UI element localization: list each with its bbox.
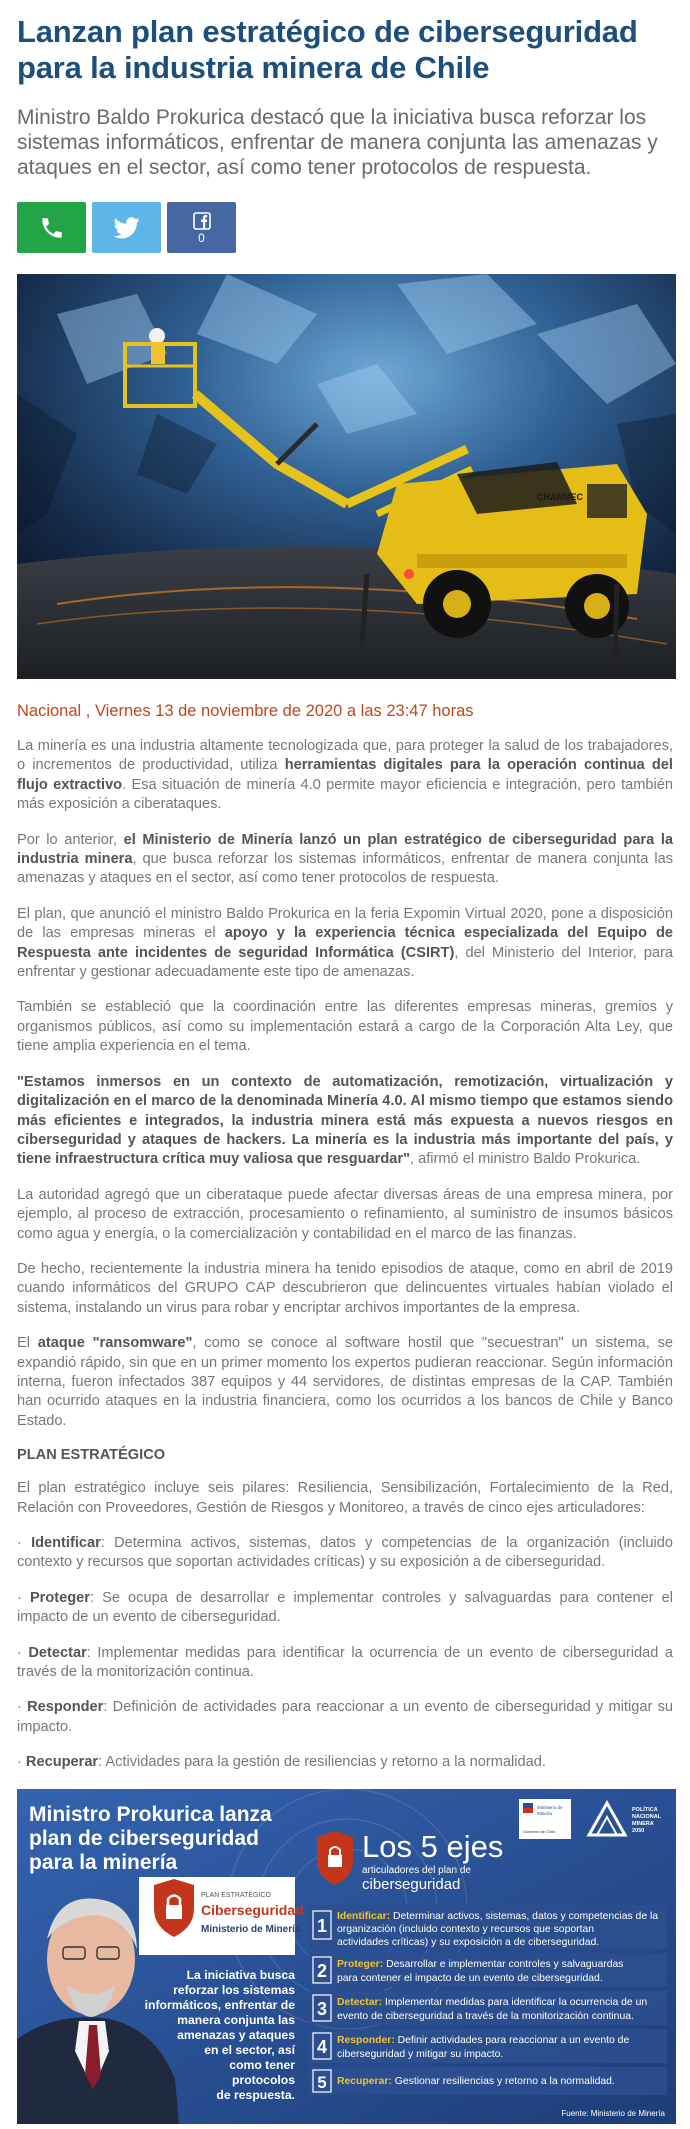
infographic-cybersecurity-plan	[17, 1789, 676, 2124]
svg-text:Responder: Definir actividades: Responder: Definir actividades para reaccionar a un evento de	[337, 2034, 630, 2046]
svg-text:Minería: Minería	[537, 1810, 553, 1816]
article-body	[17, 737, 673, 1773]
list-item-detectar: · Detectar: Implementar medidas para identificar la ocurrencia de un evento de ciberseguridad a través de la monitorización continua.	[17, 1644, 673, 1681]
svg-text:Identificar: Determinar activo: Identificar: Determinar activos, sistemas, datos y competencias de la	[337, 1910, 659, 1922]
infographic-headline-3: para la minería	[29, 1850, 178, 1874]
infographic-headline-2: plan de ciberseguridad	[29, 1826, 259, 1850]
svg-text:Detectar: Implementar medidas: Detectar: Implementar medidas para identificar la ocurrencia de un	[337, 1996, 648, 2008]
facebook-icon	[193, 212, 211, 230]
svg-text:MINERA: MINERA	[632, 1820, 654, 1827]
svg-text:informáticos, enfrentar de: informáticos, enfrentar de	[144, 1997, 295, 2012]
svg-text:2: 2	[316, 1960, 328, 1981]
svg-text:para contener el impacto de un: para contener el impacto de un evento de ciberseguridad.	[337, 1972, 603, 1984]
phone-icon	[39, 215, 65, 241]
eje-1	[309, 1905, 667, 1949]
eje-3	[309, 1991, 667, 2025]
svg-text:1: 1	[316, 1915, 328, 1936]
svg-text:como tener: como tener	[229, 2057, 295, 2072]
svg-text:actividades críticas) y su exp: actividades críticas) y su exposición a de ciberseguridad.	[337, 1936, 600, 1948]
svg-text:ciberseguridad y mitigar su im: ciberseguridad y mitigar su impacto.	[337, 2048, 504, 2060]
twitter-icon	[114, 217, 140, 239]
svg-text:Proteger: Desarrollar e implem: Proteger: Desarrollar e implementar controles y salvaguardas	[337, 1958, 624, 1970]
twitter-share-button[interactable]	[92, 202, 161, 253]
paragraph-9: El plan estratégico incluye seis pilares: Resiliencia, Sensibilización, Fortalecimiento de la Red, Relación con Proveedores, Gestión de Riesgos y Monitoreo, a través de cinco ejes articuladores:	[17, 1480, 673, 1516]
list-item-identificar: · Identificar: Determina activos, sistemas, datos y competencias de la organización (incluido contexto y recursos que soportan actividades críticas) y su exposición a de ciberseguridad.	[17, 1535, 673, 1571]
paragraph-2: Por lo anterior, el Ministerio de Minería lanzó un plan estratégico de ciberseguridad para la industria minera, que busca reforzar los sistemas informáticos, enfrentar de manera conjunta las amenazas y ataques en el sector, así como tener protocolos de respuesta.	[17, 831, 673, 887]
article-meta: Nacional , Viernes 13 de noviembre de 2020 a las 23:47 horas	[17, 702, 474, 720]
infographic-illustration	[17, 1789, 676, 2124]
svg-text:NACIONAL: NACIONAL	[632, 1813, 662, 1820]
ejes-subtitle-1: articuladores del plan de	[362, 1864, 471, 1876]
paragraph-7: De hecho, recientemente la industria minera ha tenido episodios de ataque, como en abril de 2019 cuando informáticos del GRUPO CAP descubrieron que delincuentes virtuales habían violado el sistema, instalando un virus para robar y encriptar archivos importantes de la empresa.	[17, 1260, 673, 1316]
facebook-share-count: 0	[198, 230, 205, 245]
mining-scene-illustration	[17, 274, 676, 679]
svg-text:en el sector, así: en el sector, así	[204, 2042, 295, 2057]
cybersecurity-badge	[139, 1877, 304, 1955]
svg-text:evento de ciberseguridad a tra: evento de ciberseguridad a través de la monitorización continua.	[337, 2010, 634, 2022]
list-item-proteger: · Proteger: Se ocupa de desarrollar e implementar controles y salvaguardas para contener el impacto de un evento de ciberseguridad.	[17, 1589, 673, 1626]
svg-text:amenazas y ataques: amenazas y ataques	[177, 2027, 295, 2042]
eje-2	[309, 1953, 667, 1987]
section-heading: PLAN ESTRATÉGICO	[17, 1447, 166, 1464]
eje-5	[309, 2067, 667, 2095]
paragraph-5-quote: "Estamos inmersos en un contexto de automatización, remotización, virtualización y digitalización en el marco de la denominada Minería 4.0. Al mismo tiempo que estamos siendo más eficientes e integrados, la industria minera está más expuesta a nuevos riesgos en ciberseguridad y ataques de hackers. La minería es la industria más importante del país, y tiene infraestructura crítica muy valiosa que resguardar", afirmó el ministro Baldo Prokurica.	[17, 1073, 673, 1168]
svg-text:protocolos: protocolos	[232, 2072, 295, 2087]
svg-text:4: 4	[316, 2036, 328, 2057]
svg-text:POLÍTICA: POLÍTICA	[632, 1806, 658, 1813]
hero-image-mining-tunnel	[17, 274, 676, 679]
paragraph-4: También se estableció que la coordinación entre las diferentes empresas mineras, gremios y organismos públicos, así como su implementación estará a cargo de la Corporación Alta Ley, que tiene amplia experiencia en el tema.	[17, 999, 673, 1055]
paragraph-3: El plan, que anunció el ministro Baldo Prokurica en la feria Expomin Virtual 2020, pone a disposición de las empresas mineras el apoyo y la experiencia técnica especializada del Equipo de Respuesta ante incidentes de seguridad Informática (CSIRT), del Ministerio del Interior, para enfrentar y gestionar adecuadamente este tipo de amenazas.	[17, 905, 673, 981]
svg-text:organización (incluido context: organización (incluido contexto y recursos que soportan	[337, 1923, 595, 1935]
svg-text:manera conjunta las: manera conjunta las	[177, 2012, 295, 2027]
badge-small-label: PLAN ESTRATÉGICO	[201, 1891, 271, 1899]
ejes-title: Los 5 ejes	[362, 1828, 504, 1864]
list-item-recuperar: · Recuperar: Actividades para la gestión de resiliencias y retorno a la normalidad.	[17, 1754, 546, 1771]
svg-text:2050: 2050	[632, 1827, 645, 1834]
badge-title: Ciberseguridad	[201, 1901, 304, 1918]
svg-text:Recuperar: Gestionar resilienc: Recuperar: Gestionar resiliencias y retorno a la normalidad.	[337, 2075, 615, 2087]
svg-text:3: 3	[316, 1998, 328, 2019]
list-item-responder: · Responder: Definición de actividades para reaccionar a un evento de ciberseguridad y mitigar su impacto.	[17, 1699, 673, 1735]
vehicle-brand-label: CHARMEC	[537, 492, 583, 502]
share-bar	[17, 202, 673, 253]
infographic-source: Fuente: Ministerio de Minería	[561, 2108, 665, 2118]
article-title: Lanzan plan estratégico de ciberseguridad para la industria minera de Chile	[17, 14, 638, 85]
svg-text:Gobierno de Chile: Gobierno de Chile	[523, 1828, 556, 1834]
paragraph-1: La minería es una industria altamente tecnologizada que, para proteger la salud de los trabajadores, o incrementos de productividad, utiliza herramientas digitales para la operación continua del flujo extractivo. Esa situación de minería 4.0 permite mayor eficiencia e integración, pero también más exposición a ciberataques.	[17, 738, 673, 813]
paragraph-8: El ataque "ransomware", como se conoce al software hostil que "secuestran" un sistema, se expandió rápido, sin que en un primer momento los expertos pudieran reaccionar. Según información interna, fueron infectados 387 equipos y 44 servidores, de distintas empresas de la CAP. También han ocurrido ataques en la industria financiera, como los ocurridos a los bancos de Chile y Banco Estado.	[17, 1335, 674, 1429]
paragraph-6: La autoridad agregó que un ciberataque puede afectar diversas áreas de una empresa minera, por ejemplo, al proceso de extracción, procesamiento o refinamiento, al suministro de insumos básicos como agua y energía, o la comercialización y contabilidad en el marco de las finanzas.	[17, 1186, 673, 1242]
ejes-subtitle-2: ciberseguridad	[362, 1875, 461, 1893]
facebook-share-button[interactable]	[167, 202, 236, 253]
eje-4	[309, 2029, 667, 2063]
svg-text:5: 5	[317, 2072, 327, 2092]
svg-text:Ministerio de: Ministerio de	[537, 1804, 563, 1810]
infographic-headline-1: Ministro Prokurica lanza	[29, 1802, 272, 1826]
article-subtitle: Ministro Baldo Prokurica destacó que la iniciativa busca reforzar los sistemas informáticos, enfrentar de manera conjunta las amenazas y ataques en el sector, así como tener protocolos de respuesta.	[17, 106, 658, 179]
svg-text:La iniciativa busca: La iniciativa busca	[186, 1967, 295, 1982]
svg-text:reforzar los sistemas: reforzar los sistemas	[173, 1982, 295, 1997]
svg-text:de respuesta.: de respuesta.	[216, 2087, 295, 2102]
badge-ministry: Ministerio de Minería	[201, 1923, 301, 1935]
phone-share-button[interactable]	[17, 202, 86, 253]
